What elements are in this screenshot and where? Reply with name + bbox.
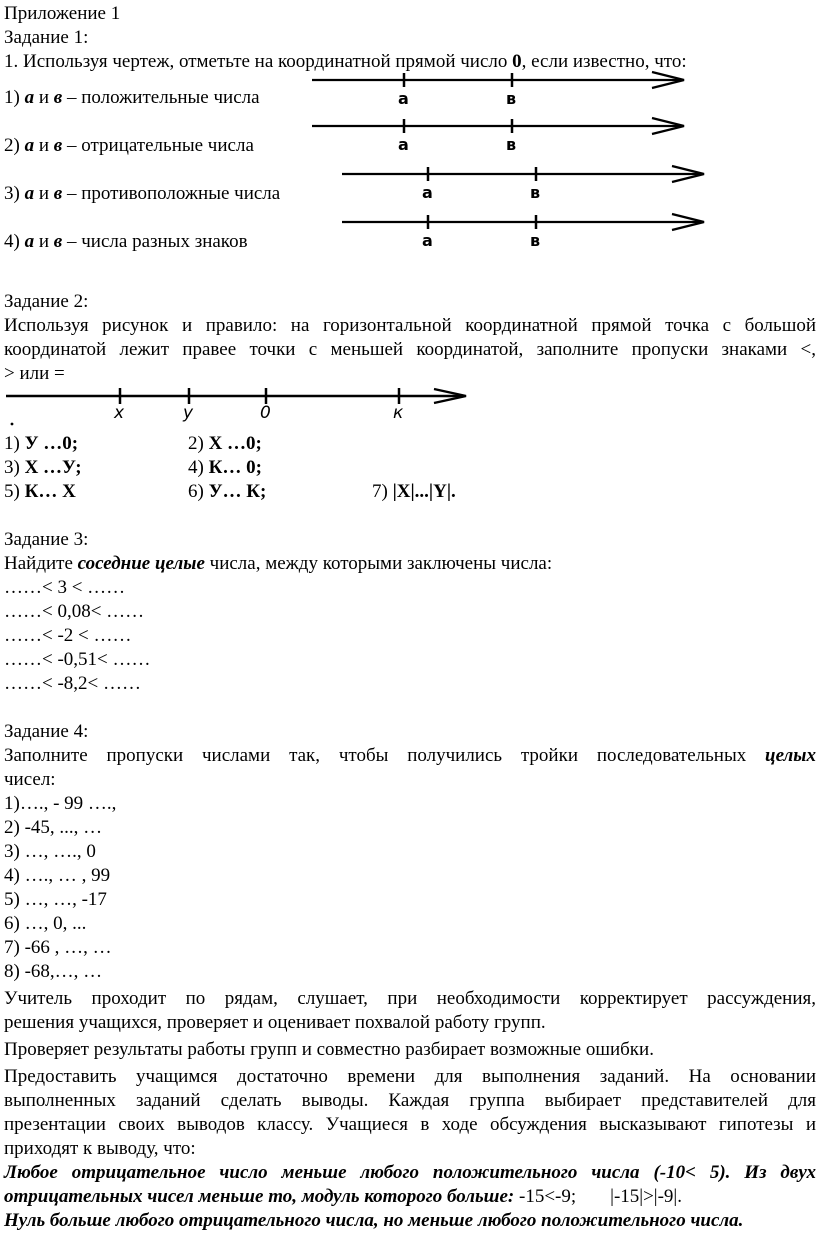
task1-item-label: 4) а и в – числа разных знаков <box>4 231 248 252</box>
task2-instruction-line2: координатой лежит правее точки с меньшей координатой, заполните пропуски знаками <, <box>4 339 816 360</box>
task1-item-label: 3) а и в – противоположные числа <box>4 183 281 204</box>
task2-item-7: 7) |Х|...|Y|. <box>372 481 456 502</box>
paragraph-line: Учитель проходит по рядам, слушает, при необходимости корректирует рассуждения, <box>4 988 816 1009</box>
conclusion-line2: отрицательных чисел меньше то, модуль которого больше: -15<-9; |-15|>|-9|. <box>4 1186 682 1207</box>
task4-instruction-line2: чисел: <box>4 769 56 790</box>
task1-item-label: 2) а и в – отрицательные числа <box>4 135 254 156</box>
number-line-1 <box>312 68 712 108</box>
task2-item-6: 6) У… К; <box>188 481 267 502</box>
conclusion-line3: Нуль больше любого отрицательного числа, но меньше любого положительного числа. <box>4 1210 744 1231</box>
paragraph-line: Проверяет результаты работы групп и совместно разбирает возможные ошибки. <box>4 1039 654 1060</box>
task4-item: 8) -68,…, … <box>4 961 103 982</box>
task4-item: 4) …., … , 99 <box>4 865 111 886</box>
appendix-title: Приложение 1 <box>4 3 121 24</box>
task1-item-label: 1) а и в – положительные числа <box>4 87 260 108</box>
task3-item: ……< 0,08< …… <box>4 601 145 622</box>
paragraph-line: приходят к выводу, что: <box>4 1138 196 1159</box>
conclusion-line1: Любое отрицательное число меньше любого положительного числа (-10< 5). Из двух <box>4 1162 816 1183</box>
point-label-b: в <box>506 135 517 154</box>
point-label-a: а <box>398 89 409 108</box>
task2-title: Задание 2: <box>4 291 89 312</box>
task2-item-4: 4) К… 0; <box>188 457 262 478</box>
number-line-2 <box>312 114 712 158</box>
number-line-3 <box>342 162 722 206</box>
task1-item-4 <box>4 218 816 266</box>
task1-instruction-text: 1. Используя чертеж, отметьте на координатной прямой число <box>4 51 513 72</box>
paragraph-line: решения учащихся, проверяет и оценивает похвалой работу групп. <box>4 1012 546 1033</box>
task3-item: ……< -8,2< …… <box>4 673 142 694</box>
point-label-b: в <box>506 89 517 108</box>
task4-item: 7) -66 , …, … <box>4 937 112 958</box>
paragraph-teacher <box>4 987 816 1035</box>
number-line-4 <box>342 210 722 254</box>
document-page <box>4 2 816 1233</box>
task2-item-2: 2) Х …0; <box>188 433 262 454</box>
task1-instruction-text-end: , если известно, что: <box>521 51 687 72</box>
task2-item-3: 3) Х …У; <box>4 457 82 478</box>
task4-item: 6) …, 0, ... <box>4 913 87 934</box>
task3-title: Задание 3: <box>4 529 89 550</box>
point-label-a: а <box>398 135 409 154</box>
task2-row-1 <box>4 432 816 456</box>
task2-row-3 <box>4 480 816 504</box>
paragraph-line: презентации своих выводов классу. Учащиеся в ходе обсуждения высказывают гипотезы и <box>4 1114 816 1135</box>
axis-label-y: у <box>183 403 194 423</box>
task4-item: 3) …, …., 0 <box>4 841 96 862</box>
task4-instruction-line1: Заполните пропуски числами так, чтобы получились тройки последовательных целых <box>4 745 816 766</box>
task3-item: ……< -2 < …… <box>4 625 132 646</box>
task1-instruction-zero: 0 <box>512 51 522 72</box>
task4-item: 1)…., - 99 …., <box>4 793 117 814</box>
task4-item: 5) …, …, -17 <box>4 889 107 910</box>
axis-label-x: х <box>114 403 125 423</box>
task4-title: Задание 4: <box>4 721 89 742</box>
task2-number-line <box>4 386 816 432</box>
axis-label-zero: 0 <box>260 403 271 423</box>
task2-instruction-line1: Используя рисунок и правило: на горизонтальной координатной прямой точка с большой <box>4 315 816 336</box>
task1-title: Задание 1: <box>4 27 89 48</box>
task4-item: 2) -45, ..., … <box>4 817 103 838</box>
point-label-a: а <box>422 231 433 250</box>
paragraph-check <box>4 1038 816 1062</box>
paragraph-line: выполненных заданий сделать выводы. Каждая группа выбирает представителей для <box>4 1090 816 1111</box>
point-label-b: в <box>530 231 541 250</box>
paragraph-line: Предоставить учащимся достаточно времени для выполнения заданий. На основании <box>4 1066 816 1087</box>
task3-instruction: Найдите соседние целые числа, между которыми заключены числа: <box>4 553 553 574</box>
task3-item: ……< -0,51< …… <box>4 649 151 670</box>
task2-row-2 <box>4 456 816 480</box>
task2-item-5: 5) К… Х <box>4 481 76 502</box>
axis-label-k: к <box>393 403 404 423</box>
point-label-b: в <box>530 183 541 202</box>
task2-item-1: 1) У …0; <box>4 433 79 454</box>
point-label-a: а <box>422 183 433 202</box>
paragraph-conclusions <box>4 1065 816 1161</box>
task2-instruction-line3: > или = <box>4 363 65 384</box>
task3-item: ……< 3 < …… <box>4 577 126 598</box>
